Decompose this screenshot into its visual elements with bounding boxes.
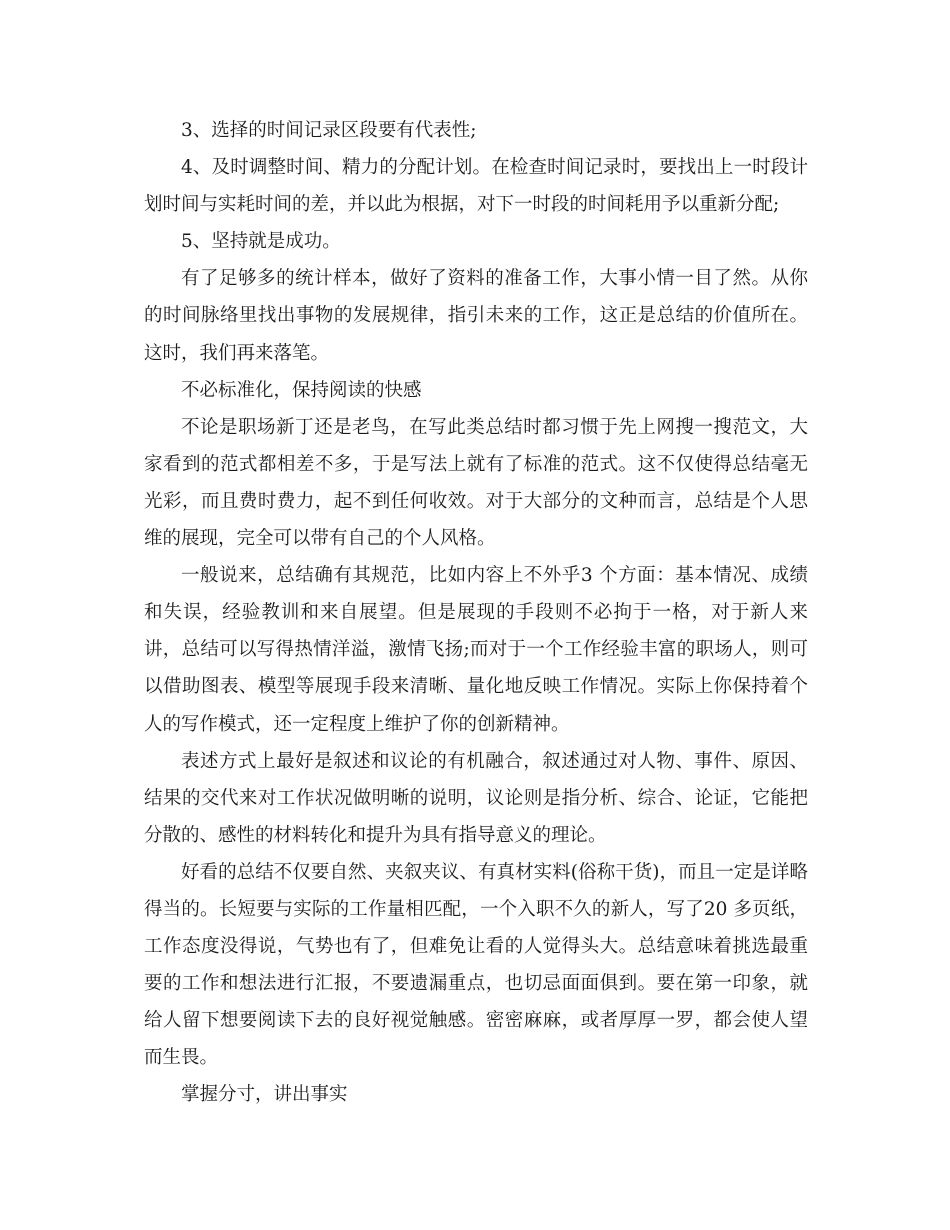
section-heading-state-facts: 掌握分寸，讲出事实	[181, 1084, 348, 1106]
list-item-persistence: 5、坚持就是成功。	[181, 231, 341, 253]
document-body	[144, 112, 808, 1114]
list-item-representative-period: 3、选择的时间记录区段要有代表性;	[181, 120, 477, 141]
section-heading-no-standardization: 不必标准化，保持阅读的快感	[181, 379, 422, 401]
paragraph-template-habit: 不论是职场新丁还是老鸟，在写此类总结时都习惯于先上网搜一搜范文，大家看到的范式都相差不多，于是写法上就有了标准的范式。这不仅使得总结毫无光彩，而且费时费力，起不到任何收效。对于大部分的文种而言，总结是个人思维的展现，完全可以带有自己的个人风格。	[144, 416, 808, 550]
paragraph-summary-norms: 一般说来，总结确有其规范，比如内容上不外乎3 个方面：基本情况、成绩和失误，经验教训和来自展望。但是展现的手段则不必拘于一格，对于新人来讲，总结可以写得热情洋溢，激情飞扬;而对于一个工作经验丰富的职场人，则可以借助图表、模型等展现手段来清晰、量化地反映工作情况。实际上你保持着个人的写作模式，还一定程度上维护了你的创新精神。	[144, 565, 808, 735]
paragraph-statistics-sample: 有了足够多的统计样本，做好了资料的准备工作，大事小情一目了然。从你的时间脉络里找出事物的发展规律，指引未来的工作，这正是总结的价值所在。这时，我们再来落笔。	[144, 268, 808, 364]
paragraph-good-summary: 好看的总结不仅要自然、夹叙夹议、有真材实料(俗称干货)，而且一定是详略得当的。长短要与实际的工作量相匹配，一个入职不久的新人，写了20 多页纸，工作态度没得说，气势也有了，但难免让看的人觉得头大。总结意味着挑选最重要的工作和想法进行汇报，不要遗漏重点，也切忌面面俱到。要在第一印象，就给人留下想要阅读下去的良好视觉触感。密密麻麻，或者厚厚一罗，都会使人望而生畏。	[144, 861, 808, 1069]
paragraph-narrative-argument: 表述方式上最好是叙述和议论的有机融合，叙述通过对人物、事件、原因、结果的交代来对工作状况做明晰的说明，议论则是指分析、综合、论证，它能把分散的、感性的材料转化和提升为具有指导意义的理论。	[144, 750, 808, 846]
list-item-adjust-plan: 4、及时调整时间、精力的分配计划。在检查时间记录时，要找出上一时段计划时间与实耗时间的差，并以此为根据，对下一时段的时间耗用予以重新分配;	[144, 157, 808, 216]
